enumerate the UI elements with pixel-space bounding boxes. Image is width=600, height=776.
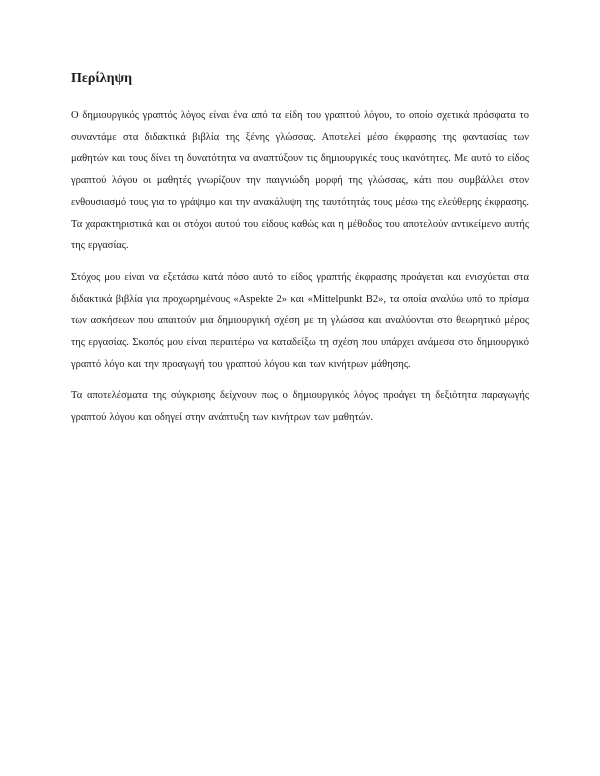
abstract-section [71,70,529,429]
abstract-paragraph-3: Τα αποτελέσματα της σύγκρισης δείχνουν πως ο δημιουργικός λόγος προάγει τη δεξιότητα παραγωγής γραπτού λόγου και οδηγεί στην ανάπτυξη των κινήτρων των μαθητών. [71,390,529,424]
abstract-paragraph-1: Ο δημιουργικός γραπτός λόγος είναι ένα από τα είδη του γραπτού λόγου, το οποίο σχετικά πρόσφατα το συναντάμε στα διδακτικά βιβλία της ξένης γλώσσας. Αποτελεί μέσο έκφρασης της φαντασίας των μαθητών και τους δίνει τη δυνατότητα να αναπτύξουν τις δημιουργικές τους ικανότητες. Με αυτό το είδος γραπτού λόγου οι μαθητές γνωρίζουν την παιγνιώδη μορφή της γλώσσας, κάτι που συμβάλλει στον ενθουσιασμό τους για το γράψιμο και την ανακάλυψη της ταυτότητάς τους μέσω της ελεύθερης έκφρασης. Τα χαρακτηριστικά και οι στόχοι αυτού του είδους καθώς και η μέθοδος του αποτελούν αντικείμενο αυτής της εργασίας. [71,110,529,252]
abstract-paragraph-2: Στόχος μου είναι να εξετάσω κατά πόσο αυτό το είδος γραπτής έκφρασης προάγεται και ενισχύεται στα διδακτικά βιβλία για προχωρημένους «Aspekte 2» και «Mittelpunkt B2», τα οποία αναλύω υπό το πρίσμα των ασκήσεων που απαιτούν μια δημιουργική σχέση με τη γλώσσα και αναλύονται στο θεωρητικό μέρος της εργασίας. Σκοπός μου είναι περαιτέρω να καταδείξω τη σχέση που υπάρχει ανάμεσα στο δημιουργικό γραπτό λόγο και την προαγωγή του γραπτού λόγου και των κινήτρων μάθησης. [71,271,529,370]
abstract-heading: Περίληψη [71,71,133,86]
